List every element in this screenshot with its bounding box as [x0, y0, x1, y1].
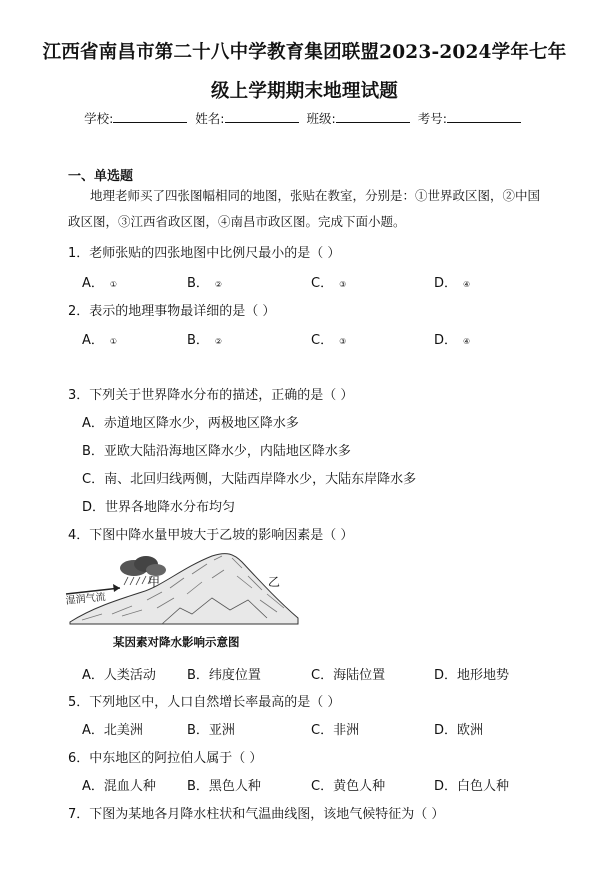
option-text: ④	[463, 337, 471, 346]
option-label: B．	[187, 723, 209, 738]
mountain-shape	[70, 554, 298, 624]
option-label: D．	[434, 779, 458, 794]
q2-option-a[interactable]	[82, 329, 117, 348]
option-label: B．	[82, 444, 104, 459]
school-label: 学校:	[84, 111, 114, 126]
option-label: B．	[187, 276, 209, 291]
section-heading: 一、单选题	[68, 169, 134, 184]
option-text: 亚欧大陆沿海地区降水少，内陆地区降水多	[103, 444, 351, 459]
slope-a-label: 甲	[148, 575, 161, 589]
option-text: ①	[109, 280, 118, 289]
option-text: ①	[109, 337, 118, 346]
option-text: 纬度位置	[208, 668, 261, 683]
option-text: 非洲	[333, 723, 360, 738]
wind-label: 湿润气流	[65, 591, 107, 607]
student-info-fields	[0, 109, 609, 127]
option-label: B．	[187, 668, 209, 683]
name-blank[interactable]	[225, 110, 299, 123]
q3-option-a[interactable]	[82, 412, 299, 431]
school-blank[interactable]	[113, 110, 187, 123]
question-7-stem: 7．下图为某地各月降水柱状和气温曲线图，该地气候特征为（ ）	[68, 807, 445, 822]
rainfall-terrain-figure	[62, 548, 302, 628]
option-text: 白色人种	[457, 779, 510, 794]
option-label: C．	[82, 472, 105, 487]
wind-arrow-head	[113, 584, 120, 592]
option-label: D．	[434, 276, 458, 291]
q1-option-b[interactable]	[187, 272, 222, 291]
option-text: ③	[339, 337, 347, 346]
page-title-line1: 江西省南昌市第二十八中学教育集团联盟2023-2024学年七年	[42, 42, 567, 63]
q2-option-c[interactable]	[311, 329, 346, 348]
option-text: 黑色人种	[208, 779, 261, 794]
q6-option-d[interactable]	[434, 775, 509, 794]
slope-b-label: 乙	[268, 575, 281, 589]
intro-paragraph: 地理老师买了四张图幅相同的地图，张贴在教室，分别是：①世界政区图，②中国政区图，③江西省政区图，④南昌市政区图。完成下面小题。	[68, 188, 541, 229]
q5-option-b[interactable]	[187, 719, 235, 738]
q2-option-b[interactable]	[187, 329, 222, 348]
option-text: 海陆位置	[333, 668, 386, 683]
option-label: C．	[311, 333, 334, 348]
option-label: C．	[311, 779, 334, 794]
option-label: D．	[82, 500, 106, 515]
q3-option-d[interactable]	[82, 496, 235, 515]
q5-option-a[interactable]	[82, 719, 143, 738]
option-text: ③	[339, 280, 347, 289]
question-4-stem: 4．下图中降水量甲坡大于乙坡的影响因素是（ ）	[68, 528, 354, 543]
q6-option-c[interactable]	[311, 775, 385, 794]
question-2-stem: 2．表示的地理事物最详细的是（ ）	[68, 304, 276, 319]
option-text: ②	[214, 337, 223, 346]
name-label: 姓名:	[195, 111, 225, 126]
q6-option-b[interactable]	[187, 775, 261, 794]
option-label: C．	[311, 723, 334, 738]
q4-option-d[interactable]	[434, 664, 509, 683]
q6-option-a[interactable]	[82, 775, 156, 794]
option-label: D．	[434, 668, 458, 683]
class-label: 班级:	[306, 111, 336, 126]
option-text: 地形地势	[457, 668, 510, 683]
option-text: 混血人种	[103, 779, 156, 794]
option-label: D．	[434, 333, 458, 348]
q1-option-a[interactable]	[82, 272, 117, 291]
option-text: 亚洲	[208, 723, 235, 738]
option-label: A．	[82, 416, 104, 431]
option-text: ②	[214, 280, 223, 289]
option-text: 北美洲	[103, 723, 143, 738]
q4-option-a[interactable]	[82, 664, 156, 683]
figure-caption: 某因素对降水影响示意图	[113, 635, 240, 649]
option-text: 赤道地区降水少，两极地区降水多	[103, 416, 299, 431]
option-text: 世界各地降水分布均匀	[105, 500, 236, 515]
option-label: A．	[82, 779, 104, 794]
option-label: A．	[82, 276, 104, 291]
q4-option-c[interactable]	[311, 664, 385, 683]
q2-option-d[interactable]	[434, 329, 470, 348]
option-label: C．	[311, 668, 334, 683]
q3-option-c[interactable]	[82, 468, 416, 487]
q5-option-d[interactable]	[434, 719, 483, 738]
page-title-line2: 级上学期期末地理试题	[210, 81, 398, 102]
question-1-stem: 1．老师张贴的四张地图中比例尺最小的是（ ）	[68, 246, 341, 261]
option-label: B．	[187, 779, 209, 794]
q1-option-d[interactable]	[434, 272, 470, 291]
question-3-stem: 3．下列关于世界降水分布的描述，正确的是（ ）	[68, 388, 354, 403]
q4-option-b[interactable]	[187, 664, 261, 683]
option-text: 人类活动	[103, 668, 156, 683]
option-label: A．	[82, 668, 104, 683]
option-label: B．	[187, 333, 209, 348]
option-label: A．	[82, 723, 104, 738]
option-label: C．	[311, 276, 334, 291]
exam-number-label: 考号:	[417, 111, 447, 126]
exam-number-blank[interactable]	[447, 110, 521, 123]
q5-option-c[interactable]	[311, 719, 359, 738]
option-label: A．	[82, 333, 104, 348]
q3-option-b[interactable]	[82, 440, 351, 459]
question-6-stem: 6．中东地区的阿拉伯人属于（ ）	[68, 751, 263, 766]
option-text: 欧洲	[457, 723, 484, 738]
option-text: 黄色人种	[333, 779, 386, 794]
q1-option-c[interactable]	[311, 272, 346, 291]
cloud-icon	[120, 556, 166, 576]
option-text: ④	[463, 280, 471, 289]
option-text: 南、北回归线两侧，大陆西岸降水少，大陆东岸降水多	[104, 472, 417, 487]
option-label: D．	[434, 723, 458, 738]
class-blank[interactable]	[336, 110, 410, 123]
question-5-stem: 5．下列地区中，人口自然增长率最高的是（ ）	[68, 695, 341, 710]
